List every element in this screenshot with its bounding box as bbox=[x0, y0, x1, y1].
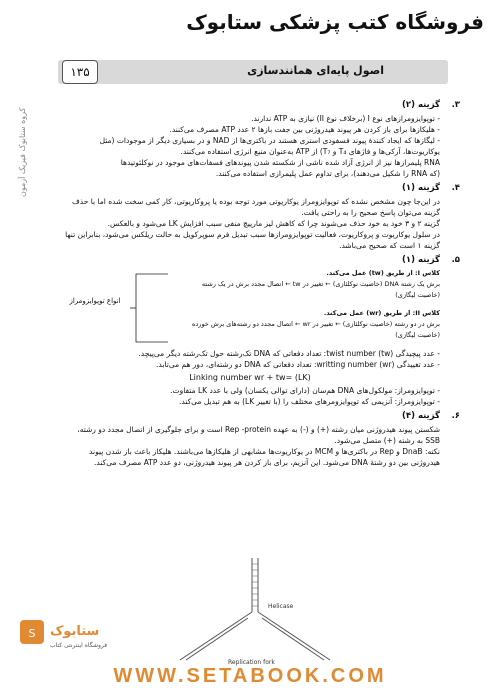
text-line: در سلول یوکاریوت و پروکاریوت، فعالیت توپوایزومرازها سبب تبدیل فرم سوپرکویل به حالت ریلکس می‌شود، بنابراین تنها bbox=[65, 230, 440, 239]
question-5 bbox=[60, 255, 460, 407]
question-number: ۴. bbox=[451, 183, 460, 193]
answer-option: گزینه (۴) bbox=[402, 411, 440, 421]
question-3 bbox=[60, 100, 460, 179]
logo-name: ستابوک bbox=[50, 624, 100, 639]
answer-content bbox=[60, 96, 460, 468]
class1-steps: برش یک رشته DNA (خاصیت نوکلئازی) ← تغییر در tw ← اتصال مجدد برش در یک رشته bbox=[201, 280, 440, 288]
text-line: گزینه ۲ و ۳ خود به خود حذف می‌شوند چرا که کاهش لیز مارپیچ منفی سبب افزایش LK می‌شود و بالعکس. bbox=[107, 219, 440, 228]
text-line: شکستن پیوند هیدروژنی میان رشته (+) و (-) به عهده Rep -protein است و برای جلوگیری از اتصال مجدد دو رشته، bbox=[77, 425, 440, 434]
answer-option: گزینه (۱) bbox=[402, 255, 440, 265]
question-number: ۶. bbox=[451, 411, 460, 421]
text-line: یوکاریوت‌ها، آرکی‌ها و فاژهای T₄ و T₇) از ATP به‌عنوان منبع انرژی استفاده می‌کنند. bbox=[180, 147, 440, 156]
answer-option: گزینه (۱) bbox=[402, 183, 440, 193]
side-label: کروه ستابوک فیزیک آزمون bbox=[18, 108, 27, 198]
question-6 bbox=[60, 411, 460, 468]
question-number: ۳. bbox=[451, 100, 460, 110]
class2-note: (خاصیت لیگازی) bbox=[395, 331, 440, 339]
question-4 bbox=[60, 183, 460, 251]
text-line: هیدروژنی بین دو رشتهٔ DNA می‌شود. این آنزیم، برای باز کردن هر پیوند هیدروژنی، دو عدد ATP مصرف می‌کند. bbox=[94, 458, 440, 467]
text-line: - عدد پیچیدگی (twist number (tw: تعداد دفعاتی که DNA تک‌رشته حول تک‌رشته دیگر می‌پیچد. bbox=[138, 349, 440, 358]
text-line: - توپوایزومرازهای نوع I (برخلاف نوع II) نیازی به ATP ندارند. bbox=[251, 114, 440, 123]
chapter-title: اصول پایه‌ای همانندسازی bbox=[247, 64, 384, 77]
text-line: گزینه ۱ است که صحیح می‌باشد. bbox=[339, 241, 440, 250]
topoisomerase-diagram bbox=[60, 268, 440, 346]
linking-formula: Linking number wr + tw= (LK) bbox=[189, 373, 311, 382]
helicase-label: Helicase bbox=[268, 603, 294, 610]
topo-types-label: انواع توپوایزومراز bbox=[69, 297, 121, 305]
text-line: - توپوایزومراز: مولکول‌های DNA هم‌سان (دارای توالی یکسان) ولی با عدد LK متفاوت. bbox=[170, 386, 440, 395]
text-line: - لیگازها که ایجاد کنندهٔ پیوند فسفودی استری هستند در باکتری‌ها از NAD و در بسیاری دیگر از موجودات (مثل bbox=[99, 136, 440, 145]
replication-fork-figure bbox=[140, 556, 360, 666]
store-banner: فروشگاه کتب پزشکی ستابوک bbox=[186, 10, 484, 34]
chapter-header bbox=[58, 60, 448, 84]
page-number: ۱۳۵ bbox=[62, 60, 98, 84]
answer-option: گزینه (۲) bbox=[402, 100, 440, 110]
class2-heading: کلاس II: از طریق (wr) عمل می‌کند. bbox=[323, 309, 440, 317]
svg-text:S: S bbox=[28, 627, 36, 640]
text-line: SSB به رشته (+) متصل می‌شود. bbox=[334, 436, 440, 445]
class1-heading: کلاس I: از طریق (tw) عمل می‌کند. bbox=[326, 269, 440, 277]
text-line: گزینه می‌توان پاسخ صحیح را به راحتی یافت. bbox=[301, 208, 440, 217]
class2-steps: برش در دو رشته (خاصیت نوکلئازی) ← تغییر در wr ← اتصال مجدد دو رشته‌های برش خورده bbox=[191, 320, 440, 328]
text-line: RNA پلیمراز‌ها نیز از انرژی آزاد شده ناشی از شکسته شدن پیوندهای فسفات‌های موجود در نوکلئوتیدها bbox=[120, 158, 440, 167]
text-line: در این‌جا چون مشخص نشده که توپوایزومراز یوکاریوتی مورد توجه بوده یا پروکاریوتی، کار کمی سخت شده اما با حذف bbox=[71, 197, 440, 206]
bracket-lines bbox=[130, 270, 170, 346]
text-line: - هلیکازها برای باز کردن هر پیوند هیدروژنی بین جفت بازها ۲ عدد ATP مصرف می‌کنند. bbox=[169, 125, 440, 134]
logo-subtitle: فروشگاه اینترنتی کتاب bbox=[50, 642, 108, 649]
website-url: WWW.SETABOOK.COM bbox=[113, 665, 387, 687]
fork-label: Replication fork bbox=[228, 659, 275, 666]
class1-note: (خاصیت لیگازی) bbox=[395, 291, 440, 299]
text-line: - عدد تغییدگی (writting number (wr: تعداد دفعاتی که DNA دو رشته‌ای، دور هم می‌تابد. bbox=[156, 360, 440, 369]
text-line: - توپوایزومراز: آنزیمی که توپوایزومرهای مختلف را (با تغییر LK) به هم تبدیل می‌کند. bbox=[179, 397, 440, 406]
text-line: نکته: DnaB و Rep در باکتری‌ها و MCM در یوکاریوت‌ها مشابهی از هلیکازها می‌باشند. هلیکاز باعث باز شدن پیوند bbox=[89, 447, 440, 456]
text-line: (که RNA را شکیل می‌دهند)، برای تداوم عمل پلیمرازی استفاده می‌کنند. bbox=[215, 169, 440, 178]
question-number: ۵. bbox=[451, 255, 460, 265]
